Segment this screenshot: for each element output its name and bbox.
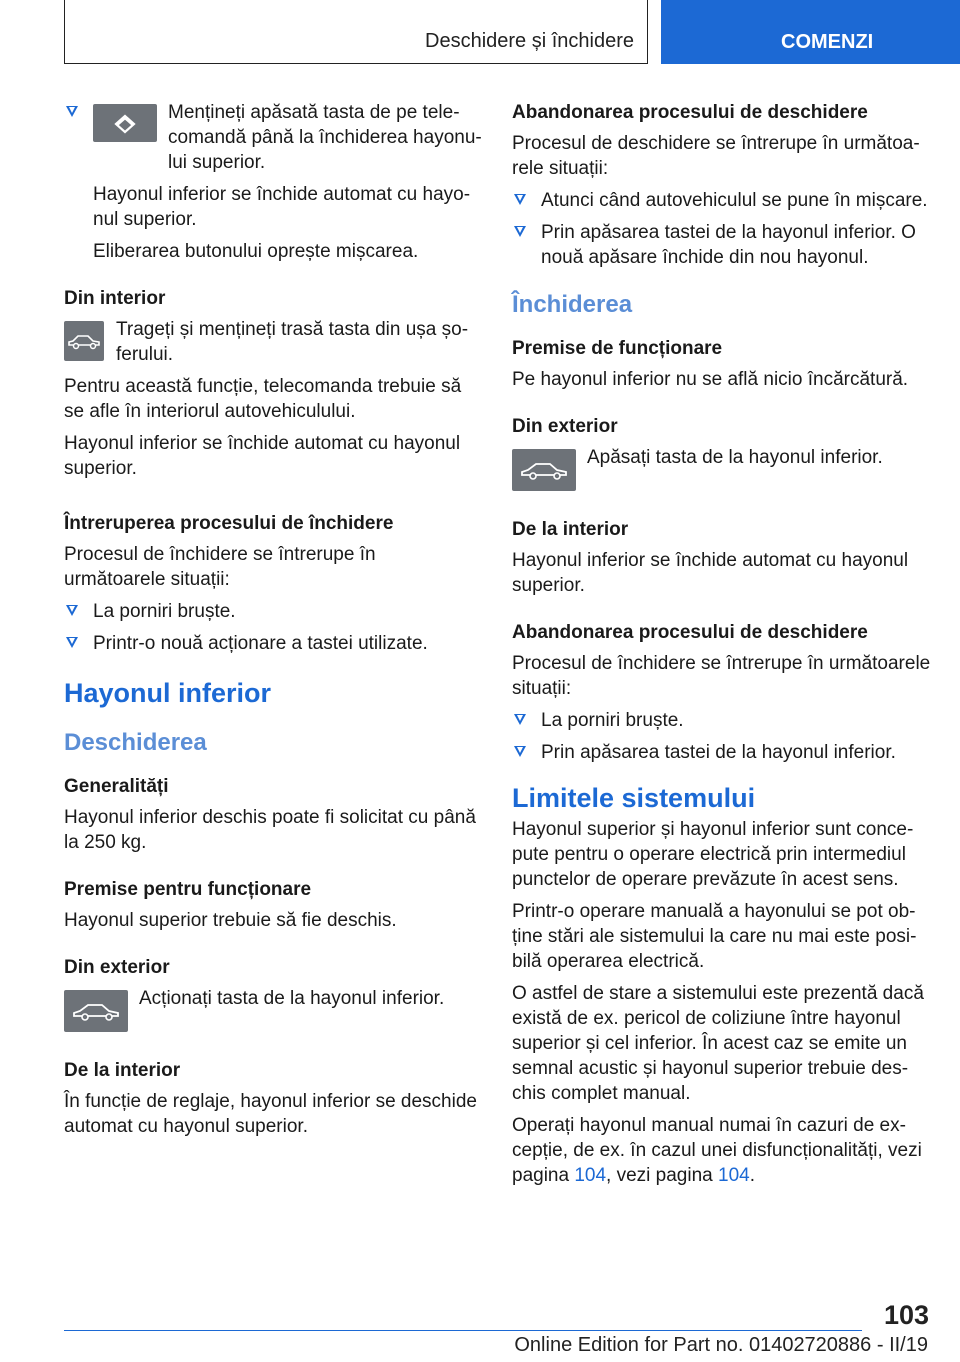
- car-tailgate-switch-icon: [64, 321, 104, 361]
- bullet-triangle-icon: [66, 106, 78, 117]
- chapter-tab[interactable]: [661, 0, 960, 64]
- paragraph: Procesul de închidere se întrerupe în următoarele situații:: [64, 544, 376, 590]
- subheading: Întreruperea procesului de închidere: [64, 513, 394, 534]
- list-item-text: Mențineți apăsată tasta de pe telecomandă până la închiderea hayonului superior.: [168, 102, 482, 173]
- paragraph: Hayonul inferior se închide automat cu hayonul superior.: [93, 184, 471, 230]
- paragraph: Hayonul superior și hayonul inferior sunt concepute pentru o operare electrică prin intermediul punctelor de operare prevăzute în acest sens.: [512, 819, 914, 890]
- paragraph: Hayonul inferior se închide automat cu hayonul superior.: [64, 433, 461, 479]
- list-item-text: Prin apăsarea tastei de la hayonul inferior.: [541, 742, 896, 763]
- paragraph: Hayonul inferior deschis poate fi solicitat cu până la 250 kg.: [64, 807, 476, 853]
- list-item: [512, 220, 932, 270]
- subheading: De la interior: [64, 1060, 181, 1081]
- section-subheading: Închiderea: [512, 291, 633, 318]
- section-title: Deschidere și închidere: [425, 30, 634, 52]
- paragraph: Hayonul superior trebuie să fie deschis.: [64, 910, 397, 931]
- paragraph-text: Operați hayonul manual numai în cazuri de excepție, de ex. în cazul unei disfuncționalități, vezi pagina: [512, 1115, 922, 1186]
- list-item-text: Prin apăsarea tastei de la hayonul inferior. O nouă apăsare închide din nou hayonul.: [541, 222, 916, 268]
- chapter-tab-label: COMENZI: [781, 31, 874, 53]
- remote-tailgate-button-icon: [93, 104, 157, 142]
- paragraph: Procesul de deschidere se întrerupe în următoarele situații:: [512, 133, 920, 179]
- key-instruction: [64, 986, 482, 1034]
- subheading: Din exterior: [512, 416, 618, 437]
- list-item-text: La porniri bruște.: [541, 710, 684, 731]
- bullet-triangle-icon: [514, 714, 526, 725]
- bullet-triangle-icon: [66, 605, 78, 616]
- subheading: Premise de funcționare: [512, 338, 723, 359]
- subheading: Abandonarea procesului de deschidere: [512, 622, 868, 643]
- subheading: Abandonarea procesului de deschidere: [512, 102, 868, 123]
- paragraph: Printr-o operare manuală a hayonului se pot obține stări ale sistemului la care nu mai este posibilă operarea electrică.: [512, 901, 917, 972]
- paragraph: Pe hayonul inferior nu se află nicio încărcătură.: [512, 369, 909, 390]
- paragraph-text: , vezi pagina: [606, 1165, 719, 1186]
- section-heading: Limitele sistemului: [512, 783, 756, 813]
- key-instruction-text: Acționați tasta de la hayonul inferior.: [139, 988, 445, 1009]
- left-column: [64, 100, 482, 1146]
- key-instruction: [64, 317, 482, 367]
- list-item-text: Printr-o nouă acționare a tastei utilizate.: [93, 633, 428, 654]
- page-number: 103: [883, 1300, 929, 1330]
- footer-divider: [64, 1330, 862, 1331]
- bullet-triangle-icon: [66, 637, 78, 648]
- paragraph: Hayonul inferior se închide automat cu hayonul superior.: [512, 550, 909, 596]
- list-item: [64, 631, 482, 656]
- footer-edition: Online Edition for Part no. 01402720886 - II/19: [514, 1334, 928, 1356]
- car-tailgate-button-icon: [512, 449, 576, 491]
- paragraph: Eliberarea butonului oprește mișcarea.: [93, 241, 419, 262]
- list-item: [512, 708, 932, 733]
- paragraph-text: .: [749, 1165, 755, 1186]
- paragraph: În funcție de reglaje, hayonul inferior se deschide automat cu hayonul superior.: [64, 1091, 477, 1137]
- page-link[interactable]: 104: [574, 1165, 607, 1186]
- list-item: [512, 188, 932, 213]
- paragraph: Pentru această funcție, telecomanda trebuie să se afle în interiorul autovehiculului.: [64, 376, 462, 422]
- list-item: [64, 599, 482, 624]
- list-item: [64, 100, 482, 175]
- section-header: [64, 0, 648, 64]
- subheading: Premise pentru funcționare: [64, 879, 312, 900]
- subheading: Din interior: [64, 288, 166, 309]
- key-instruction-text: Trageți și mențineți trasă tasta din ușa șoferului.: [116, 319, 469, 365]
- key-instruction-text: Apăsați tasta de la hayonul inferior.: [587, 447, 883, 468]
- paragraph: Procesul de închidere se întrerupe în următoarele situații:: [512, 653, 931, 699]
- section-subheading: Deschiderea: [64, 729, 207, 756]
- list-item-text: La porniri bruște.: [93, 601, 236, 622]
- bullet-triangle-icon: [514, 194, 526, 205]
- right-column: [512, 100, 932, 1195]
- bullet-triangle-icon: [514, 226, 526, 237]
- section-heading: Hayonul inferior: [64, 678, 272, 708]
- bullet-triangle-icon: [514, 746, 526, 757]
- subheading: Din exterior: [64, 957, 170, 978]
- subheading: Generalități: [64, 776, 169, 797]
- page-link[interactable]: 104: [718, 1165, 750, 1186]
- key-instruction: [512, 445, 932, 493]
- subheading: De la interior: [512, 519, 629, 540]
- paragraph: [512, 1113, 932, 1188]
- car-tailgate-button-icon: [64, 990, 128, 1032]
- paragraph: O astfel de stare a sistemului este prezentă dacă există de ex. pericol de coliziune între hayonul superior și cel inferior. În acest caz se emite un semnal acustic și hayonul superior trebuie deschis complet manual.: [512, 983, 924, 1104]
- list-item: [512, 740, 932, 765]
- list-item-text: Atunci când autovehiculul se pune în mișcare.: [541, 190, 928, 211]
